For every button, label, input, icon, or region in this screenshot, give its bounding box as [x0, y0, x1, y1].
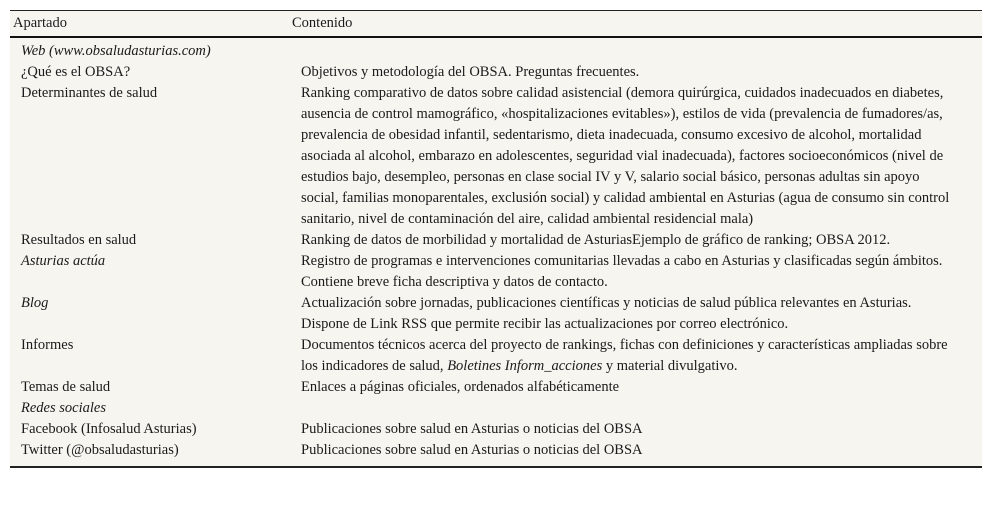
- table-header-row: [10, 11, 982, 38]
- table-row: [10, 419, 982, 440]
- cell-apartado: ¿Qué es el OBSA?: [21, 64, 131, 80]
- cell-apartado: Temas de salud: [21, 379, 111, 395]
- italic-text: Boletines Inform_acciones: [447, 358, 603, 374]
- cell-apartado: Facebook (Infosalud Asturias): [21, 421, 197, 437]
- cell-apartado: Blog: [21, 295, 49, 311]
- cell-contenido: [290, 335, 982, 377]
- text: y material divulgativo.: [602, 358, 738, 374]
- section-web: Web (www.obsaludasturias.com): [21, 43, 211, 59]
- cell-contenido: Objetivos y metodología del OBSA. Preguntas frecuentes.: [301, 64, 640, 80]
- cell-contenido: Enlaces a páginas oficiales, ordenados alfabéticamente: [301, 379, 620, 395]
- section-redes-sociales: Redes sociales: [21, 400, 106, 416]
- table-row: [10, 293, 982, 335]
- cell-apartado: Informes: [21, 337, 74, 353]
- cell-contenido: Publicaciones sobre salud en Asturias o noticias del OBSA: [301, 421, 643, 437]
- cell-contenido: Actualización sobre jornadas, publicaciones científicas y noticias de salud pública relevantes en Asturias. Dispone de Link RSS que permite recibir las actualizaciones por correo electrónico.: [301, 295, 912, 332]
- header-apartado: Apartado: [13, 15, 67, 31]
- table-row: [10, 377, 982, 398]
- cell-apartado: Resultados en salud: [21, 232, 137, 248]
- table-row: [10, 440, 982, 467]
- header-contenido: Contenido: [292, 15, 353, 31]
- cell-contenido: Ranking comparativo de datos sobre calidad asistencial (demora quirúrgica, cuidados inadecuados en diabetes, ausencia de control mamográfico, «hospitalizaciones evitables»), estilos de vida (prevalencia de fumadores/as, prevalencia de obesidad infantil, sedentarismo, dieta inadecuada, consumo excesivo de alcohol, mortalidad asociada al alcohol, embarazo en adolescentes, seguridad vial inadecuada), factores socioeconómicos (nivel de estudios bajo, desempleo, personas en clase social IV y V, salario social básico, personas adultas sin apoyo social, familias monoparentales, exclusión social) y calidad ambiental en Asturias (agua de consumo sin control sanitario, nivel de contaminación del aire, calidad ambiental residencial mala): [301, 85, 950, 227]
- cell-apartado: Determinantes de salud: [21, 85, 158, 101]
- table-row: [10, 37, 982, 62]
- content-table: [10, 10, 982, 468]
- table-row: [10, 251, 982, 293]
- table-row: [10, 230, 982, 251]
- cell-contenido: [290, 37, 982, 62]
- cell-apartado: Asturias actúa: [21, 253, 106, 269]
- cell-apartado: Twitter (@obsaludasturias): [21, 442, 179, 458]
- text: Documentos técnicos acerca del proyecto de rankings, fichas con definiciones y características ampliadas sobre los indicadores de salud,: [301, 337, 948, 374]
- cell-contenido: [290, 398, 982, 419]
- cell-contenido: Ranking de datos de morbilidad y mortalidad de AsturiasEjemplo de gráfico de ranking; OBSA 2012.: [301, 232, 891, 248]
- table-row: [10, 398, 982, 419]
- cell-contenido: Registro de programas e intervenciones comunitarias llevadas a cabo en Asturias y clasificadas según ámbitos. Contiene breve ficha descriptiva y datos de contacto.: [301, 253, 943, 290]
- table-row: [10, 335, 982, 377]
- cell-contenido: Publicaciones sobre salud en Asturias o noticias del OBSA: [301, 442, 643, 458]
- table-row: [10, 62, 982, 83]
- table-row: [10, 83, 982, 230]
